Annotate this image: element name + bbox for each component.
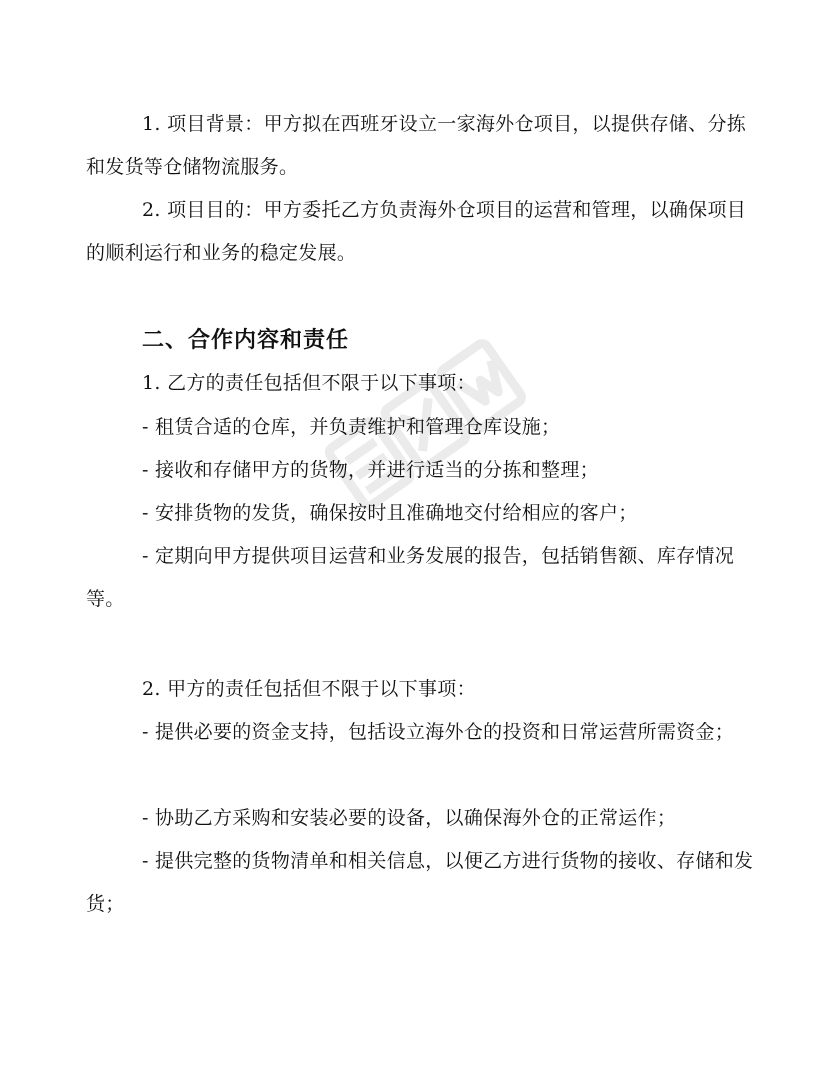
list-item: - 提供完整的货物清单和相关信息，以便乙方进行货物的接收、存储和发货； [86, 850, 754, 915]
list-item: - 租赁合适的仓库，并负责维护和管理仓库设施； [142, 416, 561, 438]
list-item: - 提供必要的资金支持，包括设立海外仓的投资和日常运营所需资金； [142, 721, 735, 743]
paragraph-project-purpose: 2. 项目目的：甲方委托乙方负责海外仓项目的运营和管理，以确保项目的顺利运行和业务的稳定发展。 [86, 199, 747, 264]
list-item: - 协助乙方采购和安装必要的设备，以确保海外仓的正常运作； [142, 807, 677, 829]
paragraph-project-background: 1. 项目背景：甲方拟在西班牙设立一家海外仓项目，以提供存储、分拣和发货等仓储物流服务。 [86, 113, 747, 178]
list-item: - 定期向甲方提供项目运营和业务发展的报告，包括销售额、库存情况等。 [86, 545, 735, 610]
list-item: - 接收和存储甲方的货物，并进行适当的分拣和整理； [142, 459, 599, 481]
party-b-intro: 1. 乙方的责任包括但不限于以下事项： [142, 372, 476, 394]
party-a-intro: 2. 甲方的责任包括但不限于以下事项： [142, 678, 476, 700]
list-item: - 安排货物的发货，确保按时且准确地交付给相应的客户； [142, 502, 638, 524]
section-heading-cooperation: 二、合作内容和责任 [142, 328, 350, 353]
